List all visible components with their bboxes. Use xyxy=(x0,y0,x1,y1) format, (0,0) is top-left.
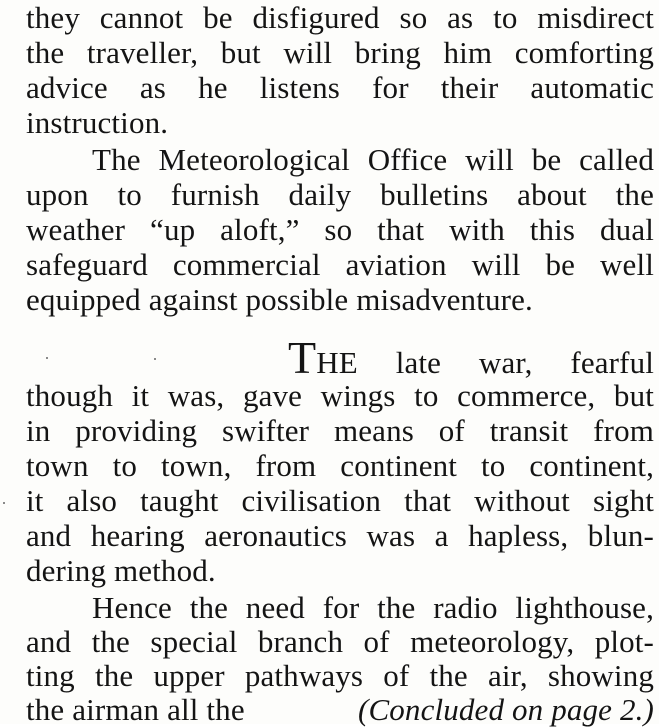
text-line: and the special branch of meteorology, plot- xyxy=(26,624,654,659)
text-line: HE late war, fearful xyxy=(316,345,654,380)
text-line: though it was, gave wings to commerce, but xyxy=(26,378,654,413)
text-line: weather “up aloft,” so that with this dual xyxy=(26,212,654,247)
print-speck xyxy=(3,502,5,504)
continuation-note: (Concluded on page 2.) xyxy=(357,692,654,727)
text-line: equipped against possible misadventure. xyxy=(26,282,533,317)
text-line: they cannot be disfigured so as to misdirect xyxy=(26,0,654,35)
text-line: in providing swifter means of transit from xyxy=(26,413,654,448)
last-line xyxy=(26,692,654,728)
text-line: it also taught civilisation that without sight xyxy=(26,483,654,518)
text-line: advice as he listens for their automatic xyxy=(26,70,654,105)
text-line: The Meteorological Office will be called xyxy=(92,142,654,177)
text-line: the traveller, but will bring him comforting xyxy=(26,35,654,70)
text-line: instruction. xyxy=(26,105,169,140)
text-line: Hence the need for the radio lighthouse, xyxy=(92,590,654,625)
text-line: safeguard commercial aviation will be well xyxy=(26,247,654,282)
text-line: town to town, from continent to continent, xyxy=(26,448,654,483)
drop-cap: T xyxy=(288,332,317,383)
text-line: upon to furnish daily bulletins about the xyxy=(26,177,654,212)
drop-cap-line xyxy=(26,332,654,383)
text-line: and hearing aeronautics was a hapless, blun- xyxy=(26,518,654,553)
text-line: the airman all the xyxy=(26,692,245,727)
text-line: ting the upper pathways of the air, showing xyxy=(26,658,654,693)
text-line: dering method. xyxy=(26,553,216,588)
